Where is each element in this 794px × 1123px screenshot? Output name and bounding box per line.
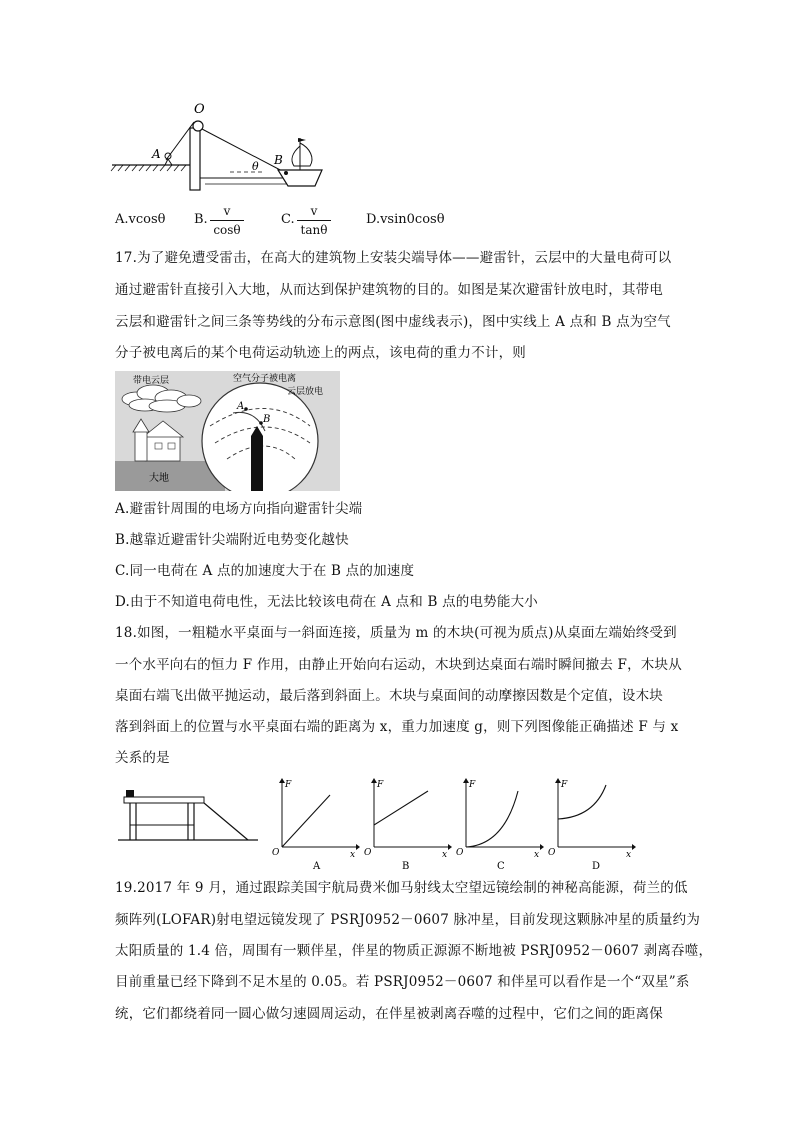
q17-line-4: 分子被电离后的某个电荷运动轨迹上的两点，该电荷的重力不计，则 <box>115 345 526 361</box>
graph-a <box>268 777 360 872</box>
graph-d <box>544 777 636 872</box>
q16-option-c-prefix: C. <box>281 212 295 227</box>
label-A: A <box>152 147 161 161</box>
q16-option-b-prefix: B. <box>194 212 208 227</box>
q17-option-d: D.由于不知道电荷电性，无法比较该电荷在 A 点和 B 点的电势能大小 <box>115 594 538 610</box>
axis-x-label: x <box>626 850 632 860</box>
graph-label-c: C <box>497 861 505 872</box>
table-slope-figure <box>118 785 268 845</box>
pulley-boat-figure <box>110 98 340 198</box>
axis-x-label: x <box>350 850 356 860</box>
graph-label-d: D <box>592 861 601 872</box>
graph-c <box>452 777 544 872</box>
axis-x-label: x <box>534 850 540 860</box>
q16-option-b-fraction <box>210 204 244 237</box>
axis-y-label: F <box>377 780 384 790</box>
discharge-label: 云层放电 <box>287 387 324 397</box>
fraction-bar <box>297 220 331 221</box>
q18-line-4: 落到斜面上的位置与水平桌面右端的距离为 x，重力加速度 g，则下列图像能正确描述 F 与 x <box>115 719 679 735</box>
axis-y-label: F <box>285 780 292 790</box>
q16-option-a: A.vcosθ <box>115 212 166 227</box>
q16-option-c-fraction <box>297 204 331 237</box>
label-theta: θ <box>252 160 259 173</box>
q19-line-4: 目前重量已经下降到不足木星的 0.05。若 PSRJ0952－0607 和伴星可以看作是一个“双星”系 <box>115 974 690 990</box>
axis-y-label: F <box>469 780 476 790</box>
fraction-denominator: cosθ <box>213 223 241 237</box>
q17-option-b: B.越靠近避雷针尖端附近电势变化越快 <box>115 532 349 548</box>
q18-line-1: 18.如图，一粗糙水平桌面与一斜面连接，质量为 m 的木块(可视为质点)从桌面左端始终受到 <box>115 625 677 641</box>
origin-label: O <box>456 848 464 858</box>
q19-line-2: 频阵列(LOFAR)射电望远镜发现了 PSRJ0952－0607 脉冲星，目前发现这颗脉冲星的质量约为 <box>115 912 701 928</box>
graph-b <box>360 777 452 872</box>
origin-label: O <box>364 848 372 858</box>
q17-option-a: A.避雷针周围的电场方向指向避雷针尖端 <box>115 501 363 517</box>
point-B-label: B <box>263 414 271 425</box>
origin-label: O <box>548 848 556 858</box>
q17-line-1: 17.为了避免遭受雷击，在高大的建筑物上安装尖端导体——避雷针，云层中的大量电荷可以 <box>115 250 672 266</box>
q19-line-5: 统，它们都绕着同一圆心做匀速圆周运动，在伴星被剥离吞噬的过程中，它们之间的距离保 <box>115 1006 663 1022</box>
fraction-numerator: v <box>310 204 318 218</box>
q16-option-d: D.vsin0cosθ <box>366 212 445 227</box>
origin-label: O <box>272 848 280 858</box>
graph-label-a: A <box>313 861 321 872</box>
point-A-label: A <box>237 401 245 412</box>
label-O: O <box>194 102 205 117</box>
fraction-denominator: tanθ <box>300 223 328 237</box>
label-B: B <box>274 153 283 167</box>
q17-line-2: 通过避雷针直接引入大地，从而达到保护建筑物的目的。如图是某次避雷针放电时，其带电 <box>115 282 663 298</box>
graph-label-b: B <box>402 861 410 872</box>
q19-line-1: 19.2017 年 9 月，通过跟踪美国宇航局费米伽马射线太空望远镜绘制的神秘高能源，荷兰的低 <box>115 880 688 896</box>
ground-label: 大地 <box>149 473 169 484</box>
ionized-label: 空气分子被电离 <box>233 374 297 384</box>
axis-x-label: x <box>442 850 448 860</box>
fraction-numerator: v <box>223 204 231 218</box>
q18-line-3: 桌面右端飞出做平抛运动，最后落到斜面上。木块与桌面间的动摩擦因数是个定值，设木块 <box>115 688 663 704</box>
q17-line-3: 云层和避雷针之间三条等势线的分布示意图(图中虚线表示)，图中实线上 A 点和 B 点为空气 <box>115 314 671 330</box>
fraction-bar <box>210 220 244 221</box>
q18-line-5: 关系的是 <box>115 750 170 766</box>
q17-option-c: C.同一电荷在 A 点的加速度大于在 B 点的加速度 <box>115 563 415 579</box>
q18-line-2: 一个水平向右的恒力 F 作用，由静止开始向右运动，木块到达桌面右端时瞬间撤去 F，木块从 <box>115 657 682 673</box>
cloud-label: 带电云层 <box>133 376 170 386</box>
lightning-rod-figure <box>115 371 340 491</box>
axis-y-label: F <box>561 780 568 790</box>
q19-line-3: 太阳质量的 1.4 倍，周围有一颗伴星，伴星的物质正源源不断地被 PSRJ0952－0607 剥离吞噬， <box>115 943 713 959</box>
